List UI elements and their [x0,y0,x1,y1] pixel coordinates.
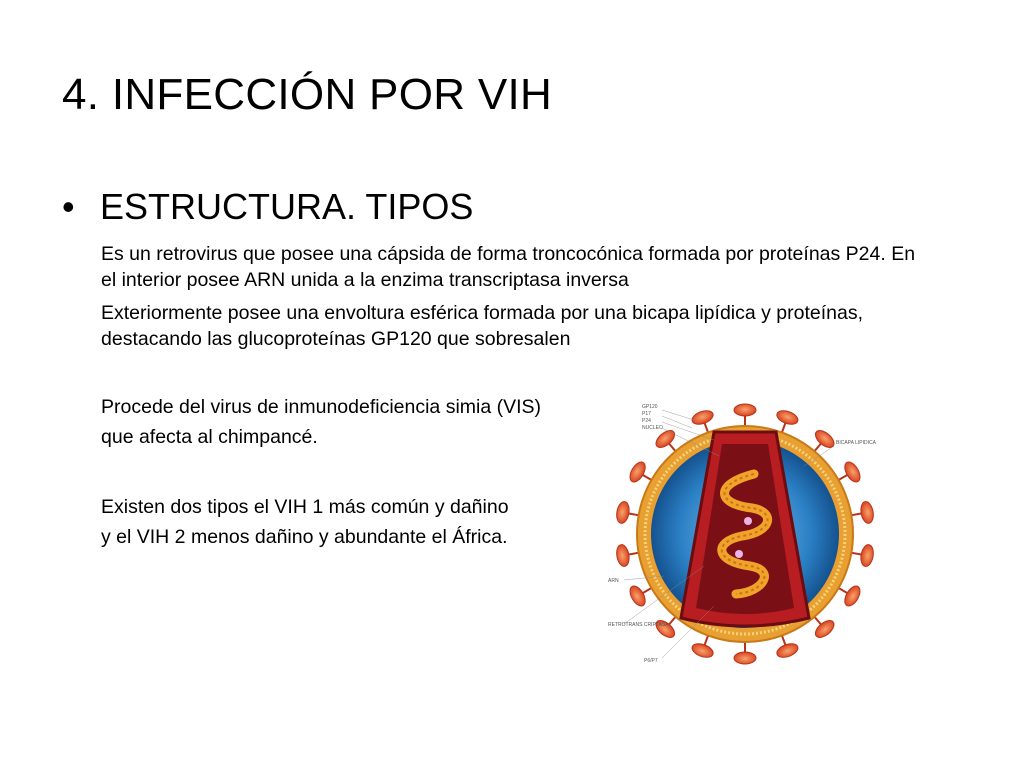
paragraph-capsid: Es un retrovirus que posee una cápsida de forma troncocónica formada por proteínas P24. En el interior posee ARN unida a la enzima transcriptasa inversa [101,243,916,291]
gp120-spike-icon [734,404,756,416]
gp120-spike-icon [812,617,837,640]
label-gp120: GP120 [642,404,658,410]
label-nucleo: NUCLEO [642,425,663,431]
label-p17: P17 [642,411,651,417]
gp120-spike-icon [859,544,875,568]
paragraph-types-1: Existen dos tipos el VIH 1 más común y dañino [101,496,509,518]
slide-title: 4. INFECCIÓN POR VIH [62,70,553,119]
reverse-transcriptase-2 [735,550,743,558]
gp120-spike-icon [653,617,678,640]
label-p24: P24 [642,418,651,424]
section-heading [62,186,473,228]
gp120-spike-icon [615,501,631,525]
gp120-spike-icon [775,641,800,660]
paragraph-origin-1: Procede del virus de inmunodeficiencia simia (VIS) [101,396,542,418]
paragraph-envelope: Exteriormente posee una envoltura esférica formada por una bicapa lipídica y proteínas, destacando las glucoproteínas GP120 que sobresalen [101,302,864,350]
label-arn: ARN [608,578,619,584]
gp120-spike-icon [627,459,648,484]
section-heading-text: ESTRUCTURA. TIPOS [100,186,474,227]
hiv-structure-diagram [604,396,886,668]
gp120-spike-icon [690,641,715,660]
gp120-spike-icon [627,583,648,608]
reverse-transcriptase [744,517,752,525]
gp120-spike-icon [859,501,875,525]
gp120-spike-icon [842,459,863,484]
gp120-spike-icon [690,408,715,427]
label-retrotranscriptasa: RETROTRANS CRIPTASA [608,622,669,628]
label-bicapa: BICAPA LIPIDICA [836,440,876,446]
gp120-spike-icon [734,652,756,664]
gp120-spike-icon [775,408,800,427]
gp120-spike-icon [812,427,837,450]
gp120-spike-icon [615,544,631,568]
bullet-marker: • [62,186,75,227]
paragraph-origin-2: que afecta al chimpancé. [101,426,318,448]
label-p7: P6/P7 [644,658,658,664]
gp120-spike-icon [842,583,863,608]
paragraph-types-2: y el VIH 2 menos dañino y abundante el África. [101,526,508,548]
